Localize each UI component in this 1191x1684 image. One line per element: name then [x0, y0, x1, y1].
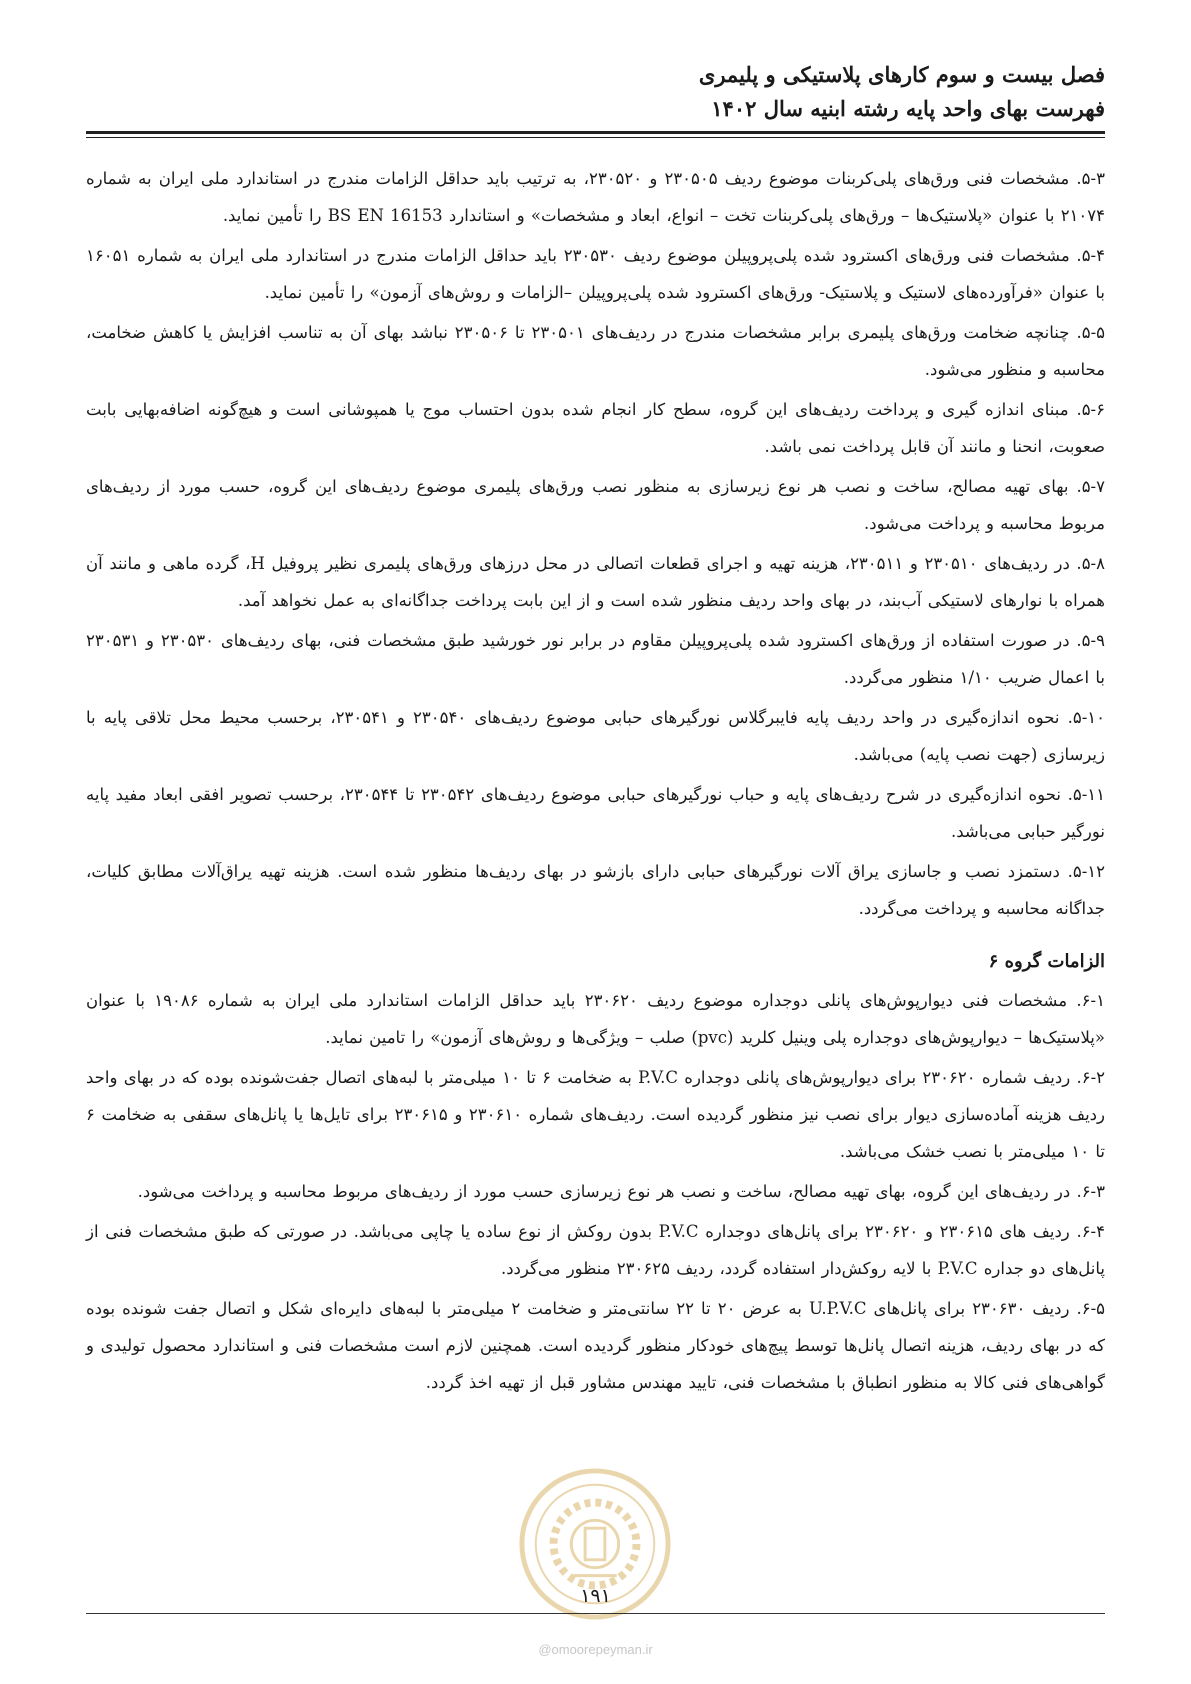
price-list-title: فهرست بهای واحد پایه رشته ابنیه سال ۱۴۰۲: [711, 96, 1105, 121]
clause-5-6: ۵-۶. مبنای اندازه گیری و پرداخت ردیف‌های این گروه، سطح کار انجام شده بدون احتساب موج یا همپوشانی است و هیچ‌گونه اضافه‌بهایی بابت صعوبت، انحنا و مانند آن قابل پرداخت نمی باشد.: [86, 400, 1105, 456]
chapter-title: فصل بیست و سوم کارهای پلاستیکی و پلیمری: [698, 62, 1105, 87]
clause-5-8: ۵-۸. در ردیف‌های ۲۳۰۵۱۰ و ۲۳۰۵۱۱، هزینه تهیه و اجرای قطعات اتصالی در محل درزهای ورق‌های پلیمری نظیر پروفیل H، گرده ماهی و مانند آن همراه با نوارهای لاستیکی آب‌بند، در بهای واحد ردیف منظور شده است و از این بابت پرداخت جداگانه‌ای به عمل نخواهد آمد.: [86, 554, 1105, 610]
clause-6-5: ۶-۵. ردیف ۲۳۰۶۳۰ برای پانل‌های U.P.V.C به عرض ۲۰ تا ۲۲ سانتی‌متر و ضخامت ۲ میلی‌متر با لبه‌های دایره‌ای شکل و اتصال جفت شونده بوده که در بهای ردیف، هزینه اتصال پانل‌ها توسط پیچ‌های خودکار منظور گردیده است. همچنین لازم است مشخصات فنی و استاندارد محصول تولیدی و گواهی‌های فنی کالا به منظور انطباق با مشخصات فنی، تایید مهندس مشاور قبل از تهیه اخذ گردد.: [86, 1299, 1106, 1392]
header-rule-thin: [86, 137, 1105, 138]
clause-5-10: ۵-۱۰. نحوه اندازه‌گیری در واحد ردیف پایه فایبرگلاس نورگیرهای حبابی موضوع ردیف‌های ۲۳۰۵۴۰ و ۲۳۰۵۴۱، برحسب محیط محل تلاقی پایه با زیرسازی (جهت نصب پایه) می‌باشد.: [86, 708, 1106, 764]
clause-6-3: ۶-۳. در ردیف‌های این گروه، بهای تهیه مصالح، ساخت و نصب هر نوع زیرسازی حسب مورد از ردیف‌های مربوط محاسبه و پرداخت می‌شود.: [137, 1182, 1105, 1201]
footer-rule: [86, 1613, 1105, 1614]
clause-5-4: ۵-۴. مشخصات فنی ورق‌های اکسترود شده پلی‌پروپیلن موضوع ردیف ۲۳۰۵۳۰ باید حداقل الزامات مندرج در استاندارد ملی ایران به شماره ۱۶۰۵۱ با عنوان «فرآورده‌های لاستیک و پلاستیک- ورق‌های اکسترود شده پلی‌پروپیلن –الزامات و روش‌های آزمون» را تأمین نماید.: [86, 246, 1105, 302]
clause-5-5: ۵-۵. چنانچه ضخامت ورق‌های پلیمری برابر مشخصات مندرج در ردیف‌های ۲۳۰۵۰۱ تا ۲۳۰۵۰۶ نباشد بهای آن به تناسب افزایش یا کاهش ضخامت، محاسبه و منظور می‌شود.: [86, 323, 1106, 379]
page-header: [85, 58, 1105, 126]
site-watermark: @omoorepeyman.ir: [538, 1642, 653, 1657]
header-rule-thick: [86, 131, 1105, 134]
clause-6-2: ۶-۲. ردیف شماره ۲۳۰۶۲۰ برای دیوارپوش‌های پانلی دوجداره P.V.C به ضخامت ۶ تا ۱۰ میلی‌متر با لبه‌های اتصال جفت‌شونده بوده که در بهای واحد ردیف هزینه آماده‌سازی دیوار برای نصب نیز منظور گردیده است. ردیف‌های شماره ۲۳۰۶۱۰ و ۲۳۰۶۱۵ برای تایل‌ها یا پانل‌های سقفی به ضخامت ۶ تا ۱۰ میلی‌متر با نصب خشک می‌باشد.: [86, 1068, 1106, 1161]
clause-5-12: ۵-۱۲. دستمزد نصب و جاسازی یراق آلات نورگیرهای حبابی دارای بازشو در بهای ردیف‌ها منظور شده است. هزینه تهیه یراق‌آلات مطابق کلیات، جداگانه محاسبه و پرداخت می‌گردد.: [86, 862, 1105, 918]
clause-5-3: ۵-۳. مشخصات فنی ورق‌های پلی‌کربنات موضوع ردیف ۲۳۰۵۰۵ و ۲۳۰۵۲۰، به ترتیب باید حداقل الزامات مندرج در استاندارد ملی ایران به شماره ۲۱۰۷۴ با عنوان «پلاستیک‌ها – ورق‌های پلی‌کربنات تخت – انواع، ابعاد و مشخصات» و استاندارد BS EN 16153 را تأمین نماید.: [86, 169, 1105, 225]
clause-5-9: ۵-۹. در صورت استفاده از ورق‌های اکسترود شده پلی‌پروپیلن مقاوم در برابر نور خورشید طبق مشخصات فنی، بهای ردیف‌های ۲۳۰۵۳۰ و ۲۳۰۵۳۱ با اعمال ضریب ۱/۱۰ منظور می‌گردد.: [86, 631, 1105, 687]
document-body: [86, 160, 1105, 1404]
clause-6-4: ۶-۴. ردیف های ۲۳۰۶۱۵ و ۲۳۰۶۲۰ برای پانل‌های دوجداره P.V.C بدون روکش از نوع ساده یا چاپی می‌باشد. در صورتی که طبق مشخصات فنی از پانل‌های دو جداره P.V.C با لایه روکش‌دار استفاده گردد، ردیف ۲۳۰۶۲۵ منظور می‌گردد.: [86, 1222, 1105, 1278]
section-6-heading: الزامات گروه ۶: [988, 951, 1105, 972]
page-number: ۱۹۱: [580, 1585, 611, 1607]
clause-5-7: ۵-۷. بهای تهیه مصالح، ساخت و نصب هر نوع زیرسازی به منظور نصب ورق‌های پلیمری موضوع ردیف‌های این گروه، حسب مورد از ردیف‌های مربوط محاسبه و پرداخت می‌شود.: [86, 477, 1105, 533]
clause-6-1: ۶-۱. مشخصات فنی دیوارپوش‌های پانلی دوجداره موضوع ردیف ۲۳۰۶۲۰ باید حداقل الزامات استاندارد ملی ایران به شماره ۱۹۰۸۶ با عنوان «پلاستیک‌ها – دیوارپوش‌های دوجداره پلی وینیل کلرید (pvc) صلب – ویژگی‌ها و روش‌های آزمون» را تامین نماید.: [86, 991, 1105, 1047]
clause-5-11: ۵-۱۱. نحوه اندازه‌گیری در شرح ردیف‌های پایه و حباب نورگیرهای حبابی موضوع ردیف‌های ۲۳۰۵۴۲ تا ۲۳۰۵۴۴، برحسب تصویر افقی ابعاد مفید پایه نورگیر حبابی می‌باشد.: [86, 785, 1105, 841]
